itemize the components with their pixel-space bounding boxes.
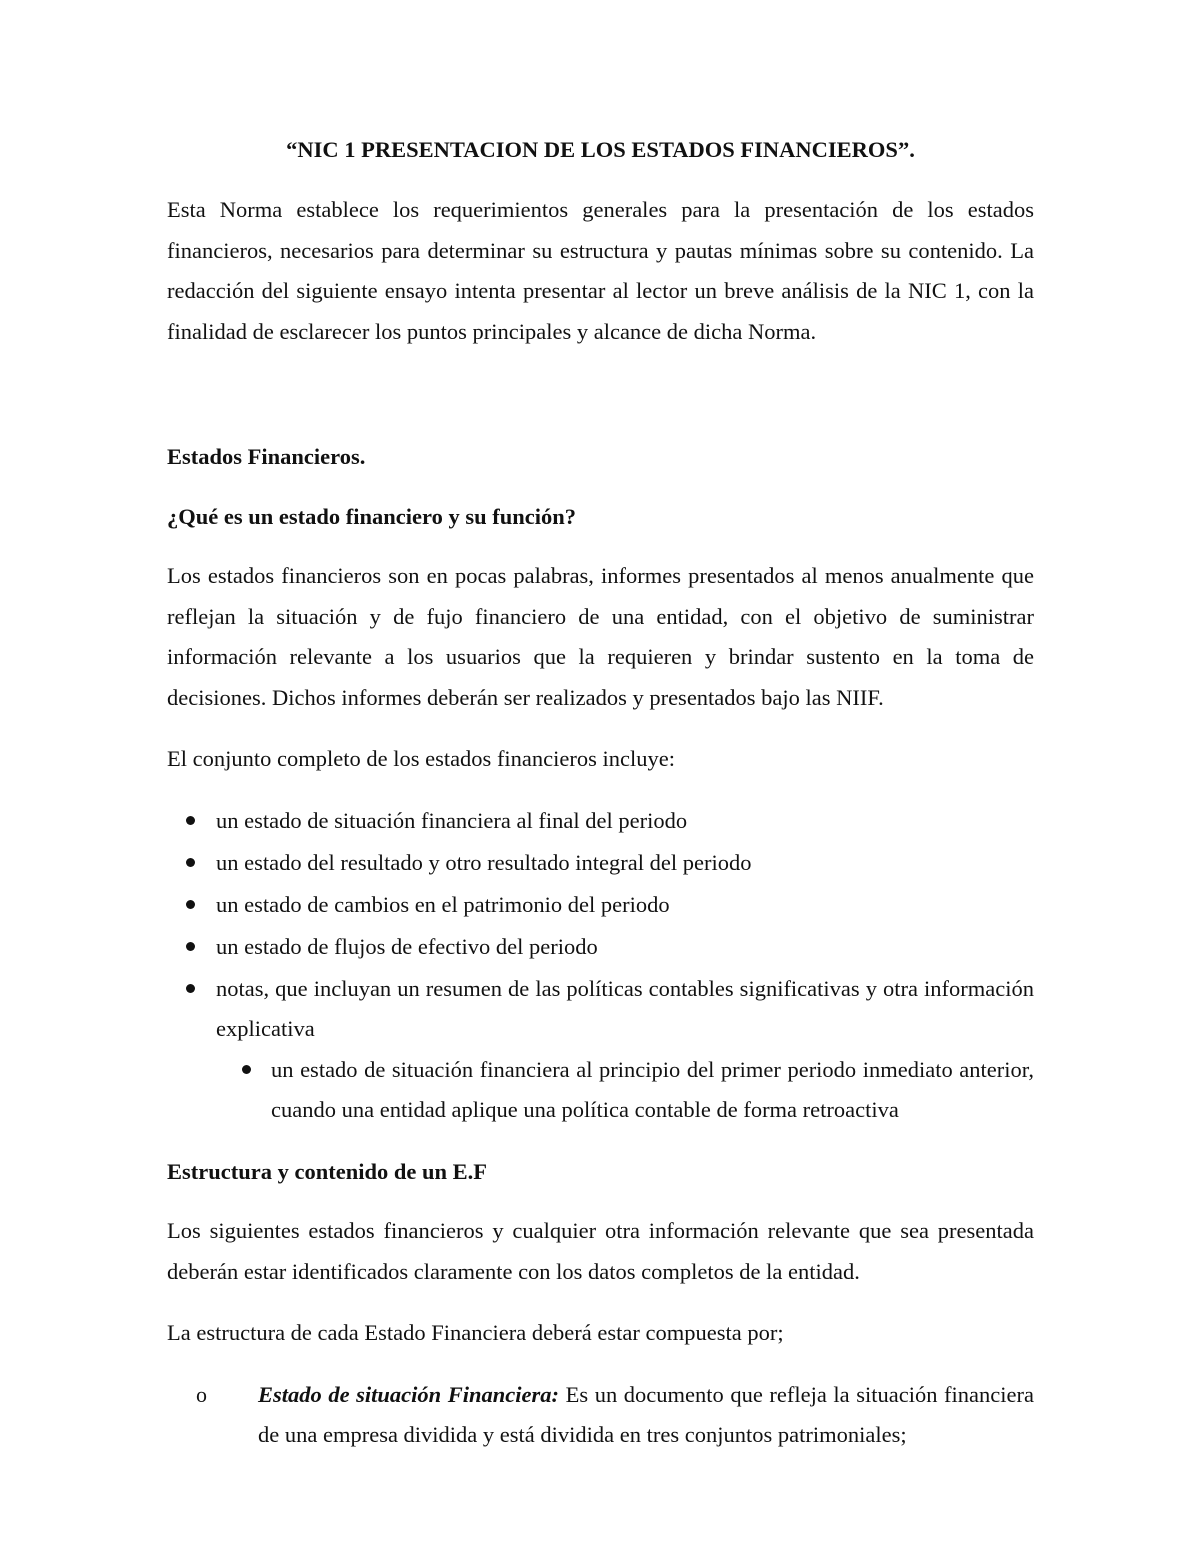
composition-list: [167, 1375, 1034, 1456]
term-description: Es un documento que refleja la situación financiera de una empresa dividida y está dividida en tres conjuntos patrimoniales;: [258, 1381, 1034, 1447]
document-page: [167, 130, 1034, 1456]
sub-list: [216, 1050, 1034, 1131]
list-item: un estado de flujos de efectivo del periodo: [216, 927, 1034, 968]
section-subheading-que-es: ¿Qué es un estado financiero y su función?: [167, 503, 577, 529]
list-item: [196, 1375, 1034, 1456]
bullet-icon: [186, 816, 195, 825]
section-heading-estados-financieros: Estados Financieros.: [167, 444, 366, 469]
statements-list: [167, 801, 1034, 1131]
list-intro-paragraph: El conjunto completo de los estados financieros incluye:: [167, 746, 675, 771]
definition-paragraph: Los estados financieros son en pocas palabras, informes presentados al menos anualmente que reflejan la situación y de fujo financiero de una entidad, con el objetivo de suministrar información relevante a los usuarios que la requieren y brindar sustento en la toma de decisiones. Dichos informes deberán ser realizados y presentados bajo las NIIF.: [167, 563, 1034, 710]
list-item: un estado de situación financiera al final del periodo: [216, 801, 1034, 842]
circle-bullet-icon: o: [196, 1381, 207, 1407]
intro-paragraph: Esta Norma establece los requerimientos generales para la presentación de los estados financieros, necesarios para determinar su estructura y pautas mínimas sobre su contenido. La redacción del siguiente ensayo intenta presentar al lector un breve análisis de la NIC 1, con la finalidad de esclarecer los puntos principales y alcance de dicha Norma.: [167, 197, 1034, 344]
list-item: un estado de cambios en el patrimonio del periodo: [216, 885, 1034, 926]
bullet-icon: [186, 942, 195, 951]
term: Estado de situación Financiera:: [258, 1381, 560, 1407]
document-title: “NIC 1 PRESENTACION DE LOS ESTADOS FINANCIEROS”.: [286, 137, 915, 162]
bullet-icon: [186, 984, 195, 993]
sub-list-item: un estado de situación financiera al principio del primer periodo inmediato anterior, cuando una entidad aplique una política contable de forma retroactiva: [271, 1050, 1034, 1131]
spacer: [167, 373, 1034, 437]
list-item: notas, que incluyan un resumen de las políticas contables significativas y otra información explicativa un estado de situación financiera al principio del primer periodo inmediato anterior, cuando una entidad aplique una política contable de forma retroactiva: [216, 969, 1034, 1131]
composition-paragraph: La estructura de cada Estado Financiera deberá estar compuesta por;: [167, 1320, 784, 1345]
list-item: un estado del resultado y otro resultado integral del periodo: [216, 843, 1034, 884]
structure-paragraph: Los siguientes estados financieros y cualquier otra información relevante que sea presentada deberán estar identificados claramente con los datos completos de la entidad.: [167, 1218, 1034, 1284]
bullet-icon: [186, 900, 195, 909]
bullet-icon: [186, 858, 195, 867]
bullet-icon: [242, 1065, 251, 1074]
section-heading-estructura: Estructura y contenido de un E.F: [167, 1158, 488, 1184]
